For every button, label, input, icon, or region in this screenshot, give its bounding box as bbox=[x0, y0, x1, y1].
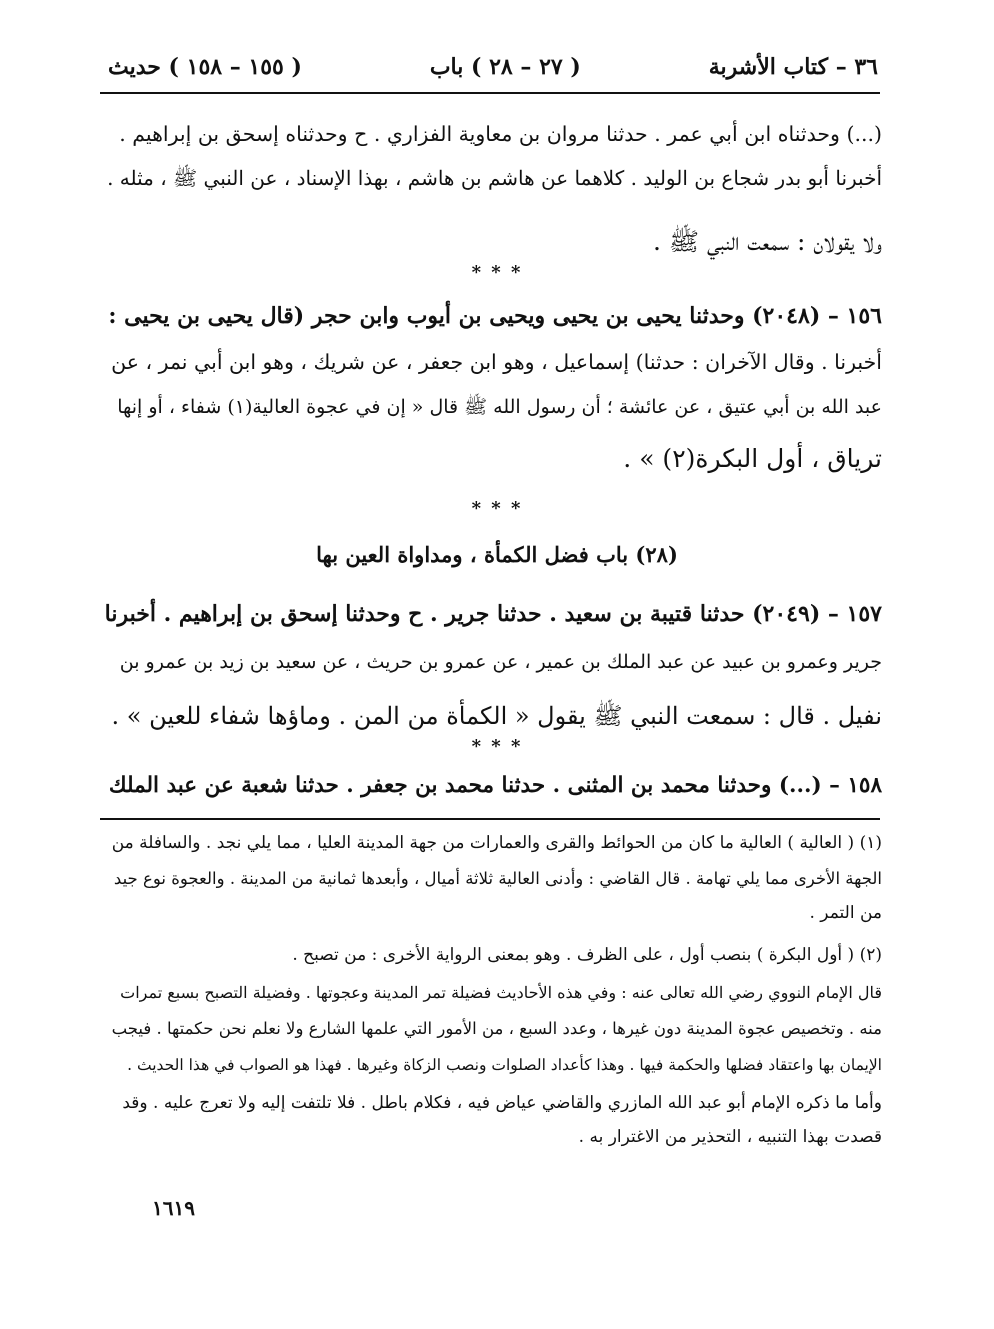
running-header bbox=[108, 44, 878, 90]
hadith-157-line: ١٥٧ – (٢٠٤٩) حدثنا قتيبة بن سعيد . حدثنا جرير . ح وحدثنا إسحق بن إبراهيم . أخبرنا bbox=[104, 601, 882, 627]
text-line: أخبرنا أبو بدر شجاع بن الوليد . كلاهما عن هاشم بن هاشم ، بهذا الإسناد ، عن النبي ﷺ ، مثله . bbox=[107, 166, 882, 190]
text-line: نفيل . قال : سمعت النبي ﷺ يقول « الكمأة من المن . وماؤها شفاء للعين » . bbox=[111, 702, 882, 730]
footnote-line: (٢) ( أول البكرة ) بنصب أول ، على الظرف . وهو بمعنى الرواية الأخرى : من تصبح . bbox=[292, 945, 882, 965]
header-hadith-range: ( ١٥٥ – ١٥٨ ) حديث bbox=[108, 54, 302, 80]
section-separator: * * * bbox=[471, 262, 523, 283]
footnote-rule bbox=[100, 818, 880, 820]
footnote-line: من التمر . bbox=[809, 903, 882, 923]
chapter-title: (٢٨) باب فضل الكمأة ، ومداواة العين بها bbox=[316, 542, 678, 567]
footnote-line: منه . وتخصيص عجوة المدينة دون غيرها ، وعدد السبع ، من الأمور التي علمها الشارع ولا نعلم نحن حكمتها . فيجب bbox=[111, 1019, 882, 1038]
footnote-line: الجهة الأخرى مما يلي تهامة . قال القاضي : وأدنى العالية ثلاثة أميال ، وأبعدها ثمانية من المدينة . والعجوة نوع جيد bbox=[113, 869, 882, 888]
section-separator: * * * bbox=[471, 498, 523, 519]
text-line: (...) وحدثناه ابن أبي عمر . حدثنا مروان بن معاوية الفزاري . ح وحدثناه إسحق بن إبراهيم . bbox=[119, 122, 882, 146]
footnote-line: قصدت بهذا التنبيه ، التحذير من الاغترار به . bbox=[578, 1127, 882, 1147]
hadith-156-line: ١٥٦ – (٢٠٤٨) وحدثنا يحيى بن يحيى ويحيى بن أيوب وابن حجر (قال يحيى بن يحيى : bbox=[108, 303, 882, 329]
text-line: أخبرنا . وقال الآخران : حدثنا) إسماعيل ، وهو ابن جعفر ، عن شريك ، وهو ابن أبي نمر ، عن bbox=[111, 350, 882, 374]
header-rule bbox=[100, 92, 880, 94]
footnote-line: قال الإمام النووي رضي الله تعالى عنه : وفي هذه الأحاديث فضيلة تمر المدينة وعجوتها . وفضيلة التصبح بسبع تمرات bbox=[120, 983, 882, 1002]
text-line: عبد الله بن أبي عتيق ، عن عائشة ؛ أن رسول الله ﷺ قال « إن في عجوة العالية(١) شفاء ، أو إنها bbox=[117, 396, 882, 418]
footnote-line: وأما ما ذكره الإمام أبو عبد الله المازري والقاضي عياض فيه ، فكلام باطل . فلا تلتفت إليه ولا تعرج عليه . وقد bbox=[122, 1093, 882, 1113]
header-page-and-book: ٣٦ – كتاب الأشربة bbox=[708, 54, 878, 80]
section-separator: * * * bbox=[471, 736, 523, 757]
hadith-158-line: ١٥٨ – (...) وحدثنا محمد بن المثنى . حدثنا محمد بن جعفر . حدثنا شعبة عن عبد الملك bbox=[108, 773, 882, 798]
footnote-line: (١) ( العالية ) العالية ما كان من الحوائط والقرى والعمارات من جهة المدينة العليا ، مما يلي نجد . والسافلة من bbox=[111, 833, 882, 853]
text-line: ترياق ، أول البكرة(٢) » . bbox=[623, 444, 882, 473]
text-line: ولا يقولان : سمعت النبي ﷺ . bbox=[653, 227, 882, 256]
text-line: جرير وعمرو بن عبيد عن عبد الملك بن عمير ، عن عمرو بن حريث ، عن سعيد بن زيد بن عمرو بن bbox=[119, 651, 882, 673]
footnote-line: الإيمان بها واعتقاد فضلها والحكمة فيها . وهذا كأعداد الصلوات ونصب الزكاة وغيرها . فهذا هو الصواب في هذا الحديث . bbox=[127, 1056, 882, 1074]
page-number: ١٦١٩ bbox=[152, 1196, 195, 1220]
header-chapter-range: ( ٢٧ – ٢٨ ) باب bbox=[429, 54, 581, 80]
